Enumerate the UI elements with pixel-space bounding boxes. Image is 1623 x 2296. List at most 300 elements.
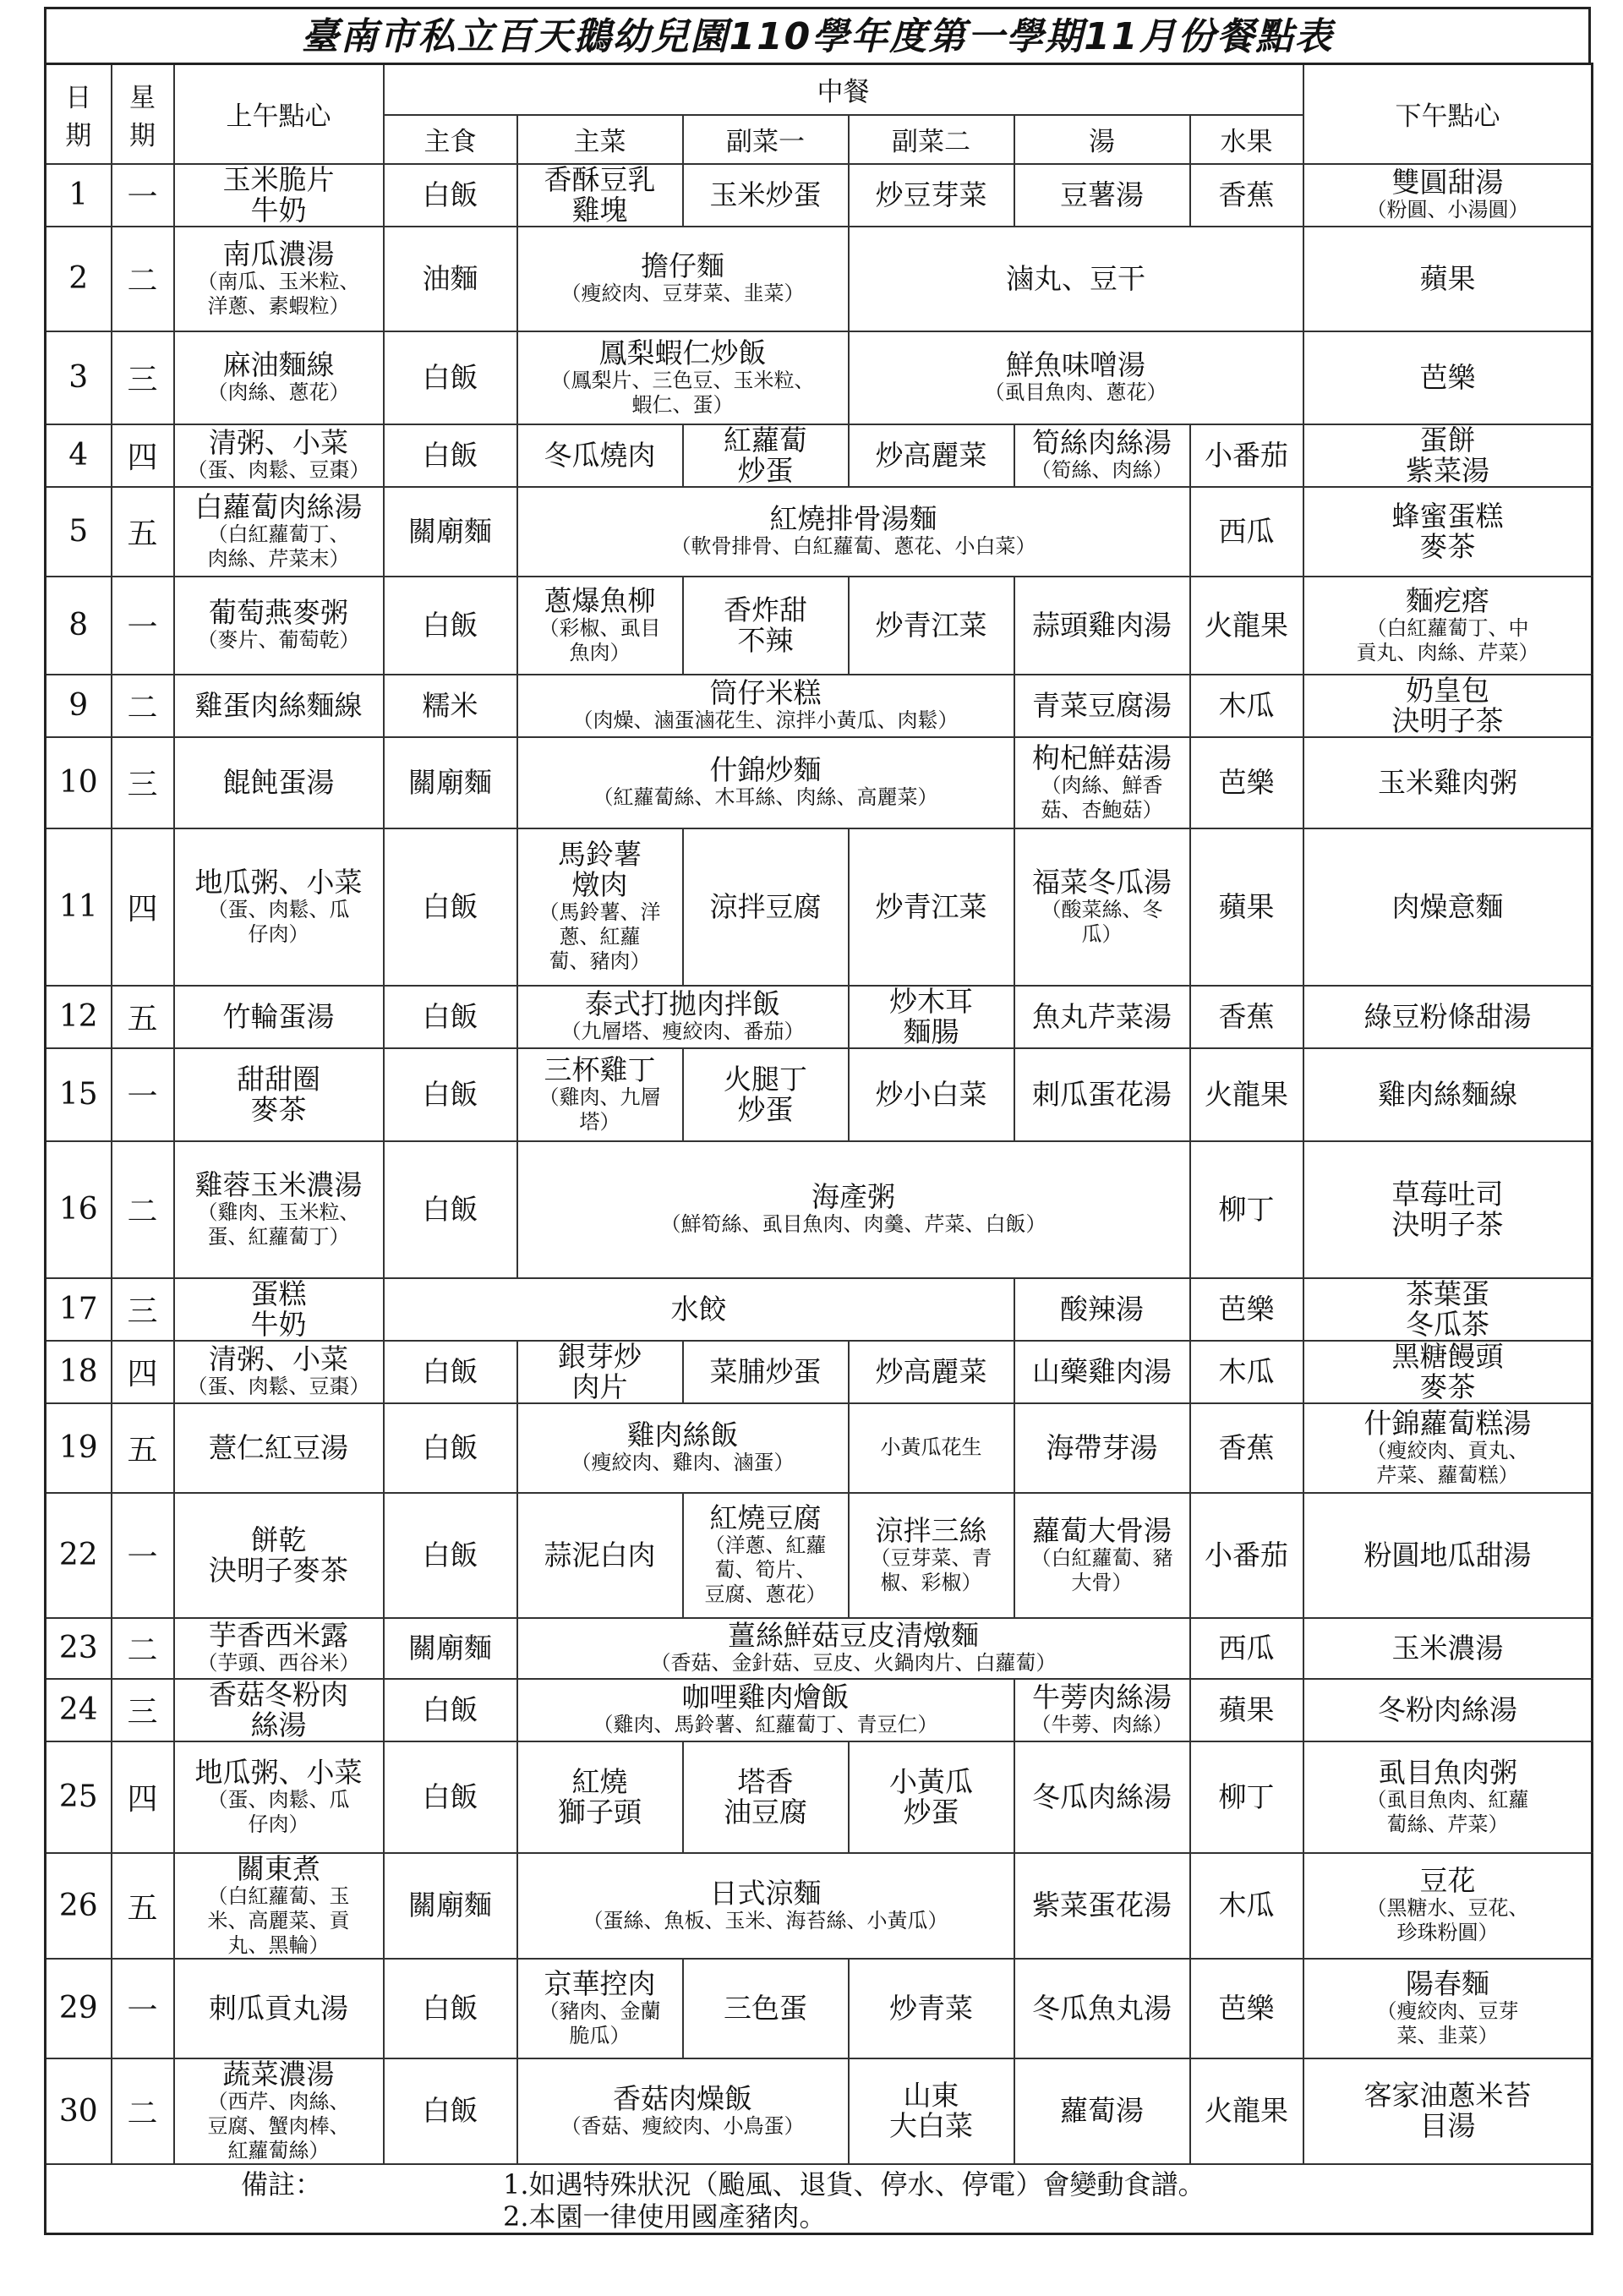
morning-snack-cell bbox=[174, 1141, 384, 1278]
morning-snack-cell-text: 地瓜粥、小菜 bbox=[194, 1755, 363, 1789]
main-dish-cell-text: 肉片 bbox=[571, 1369, 628, 1403]
side-dish-2-cell-text: 麵腸 bbox=[903, 1014, 959, 1048]
soup-cell-detail: 瓜） bbox=[1081, 921, 1123, 946]
afternoon-snack-cell-detail: （白紅蘿蔔丁、中 bbox=[1366, 615, 1529, 640]
table-row bbox=[46, 227, 1593, 331]
afternoon-snack-cell-detail: 芹菜、蘿蔔糕） bbox=[1376, 1462, 1519, 1487]
soup-cell-text: 海帶芽湯 bbox=[1046, 1430, 1158, 1464]
date-cell: 30 bbox=[46, 2058, 112, 2164]
soup-cell bbox=[1014, 577, 1190, 675]
side-merged-cell-text: 滷丸、豆干 bbox=[1006, 261, 1146, 295]
morning-snack-cell-text: 香菇冬粉肉 bbox=[209, 1678, 348, 1711]
morning-snack-cell bbox=[174, 1278, 384, 1341]
side-dish-2-cell bbox=[849, 1341, 1014, 1403]
weekday-cell: 三 bbox=[112, 737, 174, 828]
morning-snack-cell bbox=[174, 1679, 384, 1741]
soup-cell-detail: （酸菜絲、冬 bbox=[1041, 897, 1163, 921]
header-date: 日 期 bbox=[46, 64, 112, 164]
side-dish-2-cell-text: 炒高麗菜 bbox=[875, 1354, 987, 1388]
side-dish-2-cell-text: 大白菜 bbox=[889, 2109, 973, 2142]
table-row bbox=[46, 986, 1593, 1048]
date-cell: 9 bbox=[46, 675, 112, 737]
fruit-cell: 蘋果 bbox=[1190, 828, 1303, 986]
afternoon-snack-cell-text: 茶葉蛋 bbox=[1406, 1277, 1490, 1310]
afternoon-snack-cell bbox=[1303, 986, 1593, 1048]
staple-cell: 關廟麵 bbox=[384, 1853, 517, 1959]
main-dish-cell-detail: （馬鈴薯、洋 bbox=[538, 900, 661, 924]
afternoon-snack-cell-text: 蜂蜜蛋糕 bbox=[1391, 499, 1504, 533]
soup-cell bbox=[1014, 164, 1190, 227]
side-merged-cell-detail: （虱目魚肉、蔥花） bbox=[984, 380, 1167, 404]
side-dish-1-cell-detail: （洋蔥、紅蘿 bbox=[704, 1533, 827, 1557]
afternoon-snack-cell-text: 麥茶 bbox=[1419, 1369, 1476, 1403]
table-row bbox=[46, 1048, 1593, 1141]
morning-snack-cell bbox=[174, 1959, 384, 2058]
afternoon-snack-cell-detail: （瘦絞肉、豆芽 bbox=[1376, 1998, 1519, 2023]
main-dish-cell-text: 蒜泥白肉 bbox=[544, 1538, 656, 1572]
header-side-dish-1: 副菜一 bbox=[683, 115, 849, 164]
main-dish-cell-detail: 蔔、豬肉） bbox=[549, 949, 651, 973]
weekday-cell: 一 bbox=[112, 577, 174, 675]
afternoon-snack-cell-text: 黑糖饅頭 bbox=[1391, 1340, 1504, 1373]
staple-cell: 關廟麵 bbox=[384, 1618, 517, 1679]
staple-cell: 白飯 bbox=[384, 828, 517, 986]
fruit-cell: 香蕉 bbox=[1190, 986, 1303, 1048]
afternoon-snack-cell-text: 粉圓地瓜甜湯 bbox=[1363, 1538, 1532, 1572]
morning-snack-cell-detail: （芋頭、西谷米） bbox=[197, 1651, 360, 1675]
date-cell: 12 bbox=[46, 986, 112, 1048]
lunch-merged-cell bbox=[517, 1679, 1014, 1741]
lunch-merged-cell bbox=[517, 2058, 849, 2164]
notes bbox=[46, 2164, 1593, 2234]
soup-cell-detail: 菇、杏鮑菇） bbox=[1041, 797, 1163, 822]
afternoon-snack-cell-detail: 貢丸、肉絲、芹菜） bbox=[1356, 640, 1539, 664]
lunch-merged-cell-text: 咖哩雞肉燴飯 bbox=[681, 1681, 850, 1714]
side-dish-2-cell-text: 炒青菜 bbox=[889, 1991, 973, 2025]
side-dish-2-cell bbox=[849, 577, 1014, 675]
afternoon-snack-cell bbox=[1303, 828, 1593, 986]
lunch-merged-cell-detail: （瘦絞肉、豆芽菜、韭菜） bbox=[560, 282, 805, 305]
date-cell: 29 bbox=[46, 1959, 112, 2058]
fruit-cell: 西瓜 bbox=[1190, 1618, 1303, 1679]
date-cell: 17 bbox=[46, 1278, 112, 1341]
fruit-cell: 火龍果 bbox=[1190, 1048, 1303, 1141]
weekday-cell: 一 bbox=[112, 1048, 174, 1141]
staple-cell: 糯米 bbox=[384, 675, 517, 737]
morning-snack-cell-detail: （南瓜、玉米粒、 bbox=[197, 269, 360, 293]
soup-cell-text: 枸杞鮮菇湯 bbox=[1032, 741, 1172, 774]
side-dish-2-cell-text: 炒高麗菜 bbox=[875, 438, 987, 472]
side-dish-2-cell bbox=[849, 424, 1014, 487]
side-dish-2-cell bbox=[849, 1959, 1014, 2058]
main-dish-cell-text: 馬鈴薯 bbox=[558, 838, 642, 871]
morning-snack-cell-text: 南瓜濃湯 bbox=[222, 237, 335, 271]
weekday-cell: 五 bbox=[112, 487, 174, 577]
staple-cell: 白飯 bbox=[384, 1141, 517, 1278]
date-cell: 22 bbox=[46, 1493, 112, 1618]
soup-cell bbox=[1014, 737, 1190, 828]
side-dish-2-cell bbox=[849, 828, 1014, 986]
side-dish-2-cell-text: 炒木耳 bbox=[889, 985, 973, 1018]
date-cell: 3 bbox=[46, 331, 112, 424]
main-dish-cell-text: 燉肉 bbox=[571, 868, 628, 901]
main-dish-cell-detail: （彩椒、虱目 bbox=[538, 615, 661, 640]
main-dish-cell-text: 三杯雞丁 bbox=[544, 1052, 656, 1086]
soup-cell bbox=[1014, 1741, 1190, 1853]
header-lunch: 中餐 bbox=[384, 64, 1303, 115]
weekday-cell: 二 bbox=[112, 675, 174, 737]
side-dish-1-cell-text: 炒蛋 bbox=[737, 1092, 794, 1126]
afternoon-snack-cell bbox=[1303, 1679, 1593, 1741]
lunch-merged-cell-text: 香菇肉燥飯 bbox=[613, 2081, 752, 2115]
afternoon-snack-cell-text: 豆花 bbox=[1419, 1864, 1476, 1897]
staple-cell: 白飯 bbox=[384, 1741, 517, 1853]
lunch-merged-cell bbox=[517, 1403, 849, 1493]
menu-table bbox=[44, 63, 1593, 2235]
afternoon-snack-cell-detail: （粉圓、小湯圓） bbox=[1366, 198, 1529, 221]
side-dish-2-cell-text: 涼拌三絲 bbox=[875, 1513, 987, 1547]
soup-cell-detail: 大骨） bbox=[1071, 1570, 1133, 1594]
soup-cell bbox=[1014, 2058, 1190, 2164]
soup-cell bbox=[1014, 828, 1190, 986]
afternoon-snack-cell bbox=[1303, 1853, 1593, 1959]
header-fruit: 水果 bbox=[1190, 115, 1303, 164]
morning-snack-cell-detail: 肉絲、芹菜末） bbox=[207, 546, 350, 571]
table-row bbox=[46, 1679, 1593, 1741]
date-cell: 25 bbox=[46, 1741, 112, 1853]
weekday-cell: 一 bbox=[112, 1493, 174, 1618]
main-dish-cell bbox=[517, 1493, 683, 1618]
morning-snack-cell-text: 雞蓉玉米濃湯 bbox=[194, 1167, 363, 1201]
table-row bbox=[46, 1741, 1593, 1853]
side-dish-1-cell bbox=[683, 164, 849, 227]
morning-snack-cell-text: 竹輪蛋湯 bbox=[222, 999, 335, 1033]
morning-snack-cell-detail: 仔肉） bbox=[248, 1812, 309, 1836]
side-dish-1-cell-text: 炒蛋 bbox=[737, 453, 794, 487]
soup-cell-text: 酸辣湯 bbox=[1060, 1292, 1144, 1326]
header-side-dish-2: 副菜二 bbox=[849, 115, 1014, 164]
side-dish-2-cell-text: 小黃瓜 bbox=[889, 1764, 973, 1798]
side-dish-2-cell-text: 炒蛋 bbox=[903, 1795, 959, 1829]
header-weekday: 星 期 bbox=[112, 64, 174, 164]
staple-cell: 關廟麵 bbox=[384, 487, 517, 577]
lunch-merged-cell-detail: （雞肉、馬鈴薯、紅蘿蔔丁、青豆仁） bbox=[593, 1713, 938, 1736]
morning-snack-cell-text: 麻油麵線 bbox=[222, 348, 335, 381]
table-row bbox=[46, 1141, 1593, 1278]
morning-snack-cell-text: 薏仁紅豆湯 bbox=[209, 1430, 348, 1464]
main-dish-cell bbox=[517, 164, 683, 227]
morning-snack-cell-detail: （白紅蘿蔔、玉 bbox=[207, 1883, 350, 1908]
side-dish-1-cell bbox=[683, 577, 849, 675]
side-dish-2-cell-text: 山東 bbox=[903, 2079, 959, 2112]
fruit-cell: 小番茄 bbox=[1190, 1493, 1303, 1618]
afternoon-snack-cell-detail: 菜、韭菜） bbox=[1396, 2023, 1499, 2047]
side-dish-1-cell bbox=[683, 1493, 849, 1618]
morning-snack-cell-detail: （麥片、葡萄乾） bbox=[197, 628, 360, 652]
date-cell: 23 bbox=[46, 1618, 112, 1679]
weekday-cell: 五 bbox=[112, 1853, 174, 1959]
soup-cell-text: 魚丸芹菜湯 bbox=[1032, 999, 1172, 1033]
morning-snack-cell-detail: （雞肉、玉米粒、 bbox=[197, 1200, 360, 1224]
main-dish-cell-text: 紅燒 bbox=[571, 1764, 628, 1798]
morning-snack-cell bbox=[174, 1493, 384, 1618]
weekday-cell: 四 bbox=[112, 1741, 174, 1853]
table-row bbox=[46, 828, 1593, 986]
afternoon-snack-cell-text: 麵疙瘩 bbox=[1406, 583, 1490, 617]
afternoon-snack-cell-text: 目湯 bbox=[1419, 2109, 1476, 2142]
weekday-cell: 四 bbox=[112, 424, 174, 487]
date-cell: 26 bbox=[46, 1853, 112, 1959]
staple-cell: 白飯 bbox=[384, 577, 517, 675]
side-dish-2-cell-text: 炒青江菜 bbox=[875, 608, 987, 642]
soup-cell-detail: （白紅蘿蔔、豬 bbox=[1030, 1545, 1173, 1570]
fruit-cell: 芭樂 bbox=[1303, 331, 1593, 424]
soup-cell bbox=[1014, 1959, 1190, 2058]
menu-body bbox=[46, 164, 1593, 2164]
morning-snack-cell-text: 牛奶 bbox=[250, 1307, 307, 1341]
morning-snack-cell-text: 牛奶 bbox=[250, 193, 307, 227]
lunch-merged-cell bbox=[517, 1618, 1190, 1679]
afternoon-snack-cell-text: 玉米濃湯 bbox=[1391, 1631, 1504, 1665]
lunch-merged-cell-detail: （香菇、金針菇、豆皮、火鍋肉片、白蘿蔔） bbox=[650, 1651, 1057, 1675]
lunch-merged-cell-detail: （軟骨排骨、白紅蘿蔔、蔥花、小白菜） bbox=[670, 534, 1036, 558]
main-dish-cell bbox=[517, 1048, 683, 1141]
lunch-merged-cell-detail: 蝦仁、蛋） bbox=[631, 392, 734, 417]
side-dish-1-cell bbox=[683, 828, 849, 986]
morning-snack-cell bbox=[174, 2058, 384, 2164]
main-dish-cell-text: 香酥豆乳 bbox=[544, 163, 656, 196]
afternoon-snack-cell-text: 決明子茶 bbox=[1391, 1207, 1504, 1241]
morning-snack-cell-detail: （蛋、肉鬆、瓜 bbox=[207, 1787, 350, 1812]
main-dish-cell bbox=[517, 577, 683, 675]
staple-cell: 白飯 bbox=[384, 1048, 517, 1141]
afternoon-snack-cell-detail: （黑糖水、豆花、 bbox=[1366, 1896, 1529, 1920]
weekday-cell: 二 bbox=[112, 227, 174, 331]
side-dish-1-cell bbox=[683, 1741, 849, 1853]
morning-snack-cell bbox=[174, 1853, 384, 1959]
soup-cell-text: 山藥雞肉湯 bbox=[1032, 1354, 1172, 1388]
afternoon-snack-cell-detail: （虱目魚肉、紅蘿 bbox=[1366, 1787, 1529, 1812]
table-row bbox=[46, 1959, 1593, 2058]
afternoon-snack-cell-text: 冬粉肉絲湯 bbox=[1378, 1692, 1518, 1726]
side-merged-cell bbox=[849, 331, 1303, 424]
lunch-merged-cell-text: 筒仔米糕 bbox=[709, 676, 822, 709]
morning-snack-cell-text: 刺瓜貢丸湯 bbox=[209, 1991, 348, 2025]
lunch-merged-cell-text: 紅燒排骨湯麵 bbox=[769, 502, 937, 535]
main-dish-cell-text: 獅子頭 bbox=[558, 1795, 642, 1829]
weekday-cell: 三 bbox=[112, 331, 174, 424]
note-item: 2.本園一律使用國產豬肉。 bbox=[503, 2200, 827, 2233]
table-row bbox=[46, 487, 1593, 577]
fruit-cell: 柳丁 bbox=[1190, 1141, 1303, 1278]
soup-cell-detail: （牛蒡、肉絲） bbox=[1030, 1713, 1173, 1736]
morning-snack-cell-text: 關東煮 bbox=[237, 1852, 320, 1885]
afternoon-snack-cell bbox=[1303, 2058, 1593, 2164]
afternoon-snack-cell bbox=[1303, 1959, 1593, 2058]
side-dish-1-cell-text: 紅蘿蔔 bbox=[724, 424, 807, 456]
side-dish-2-cell-text: 炒豆芽菜 bbox=[875, 178, 987, 211]
morning-snack-cell-text: 地瓜粥、小菜 bbox=[194, 865, 363, 899]
staple-cell: 白飯 bbox=[384, 1959, 517, 2058]
weekday-cell: 三 bbox=[112, 1679, 174, 1741]
fruit-cell: 木瓜 bbox=[1190, 1853, 1303, 1959]
side-merged-cell-text: 鮮魚味噌湯 bbox=[1006, 348, 1146, 381]
table-row bbox=[46, 164, 1593, 227]
main-dish-cell bbox=[517, 828, 683, 986]
fruit-cell: 木瓜 bbox=[1190, 675, 1303, 737]
side-dish-2-cell bbox=[849, 2058, 1014, 2164]
morning-snack-cell bbox=[174, 424, 384, 487]
lunch-merged-cell bbox=[517, 1853, 1014, 1959]
lunch-merged-cell-detail: （鮮筍絲、虱目魚肉、肉羹、芹菜、白飯） bbox=[660, 1212, 1046, 1236]
main-dish-cell-text: 銀芽炒 bbox=[558, 1340, 642, 1373]
weekday-cell: 二 bbox=[112, 1141, 174, 1278]
staple-cell: 關廟麵 bbox=[384, 737, 517, 828]
weekday-cell: 四 bbox=[112, 1341, 174, 1403]
afternoon-snack-cell-text: 麥茶 bbox=[1419, 529, 1476, 563]
fruit-cell: 火龍果 bbox=[1190, 577, 1303, 675]
fruit-cell: 芭樂 bbox=[1190, 737, 1303, 828]
morning-snack-cell bbox=[174, 227, 384, 331]
header-main-dish: 主菜 bbox=[517, 115, 683, 164]
lunch-merged-cell-text: 什錦炒麵 bbox=[709, 753, 822, 786]
afternoon-snack-cell-text: 客家油蔥米苔 bbox=[1363, 2079, 1532, 2112]
side-dish-1-cell-text: 火腿丁 bbox=[724, 1062, 807, 1096]
afternoon-snack-cell-text: 冬瓜茶 bbox=[1406, 1307, 1490, 1341]
side-dish-2-cell bbox=[849, 1741, 1014, 1853]
morning-snack-cell bbox=[174, 1741, 384, 1853]
fruit-cell: 香蕉 bbox=[1190, 164, 1303, 227]
afternoon-snack-cell-text: 紫菜湯 bbox=[1406, 453, 1490, 487]
weekday-cell: 一 bbox=[112, 164, 174, 227]
lunch-merged-cell-text: 鳳梨蝦仁炒飯 bbox=[598, 336, 767, 369]
table-row bbox=[46, 1853, 1593, 1959]
lunch-merged-cell-detail: （香菇、瘦絞肉、小鳥蛋） bbox=[560, 2113, 805, 2138]
side-dish-2-cell-text: 炒青江菜 bbox=[875, 889, 987, 923]
side-dish-1-cell-text: 紅燒豆腐 bbox=[709, 1501, 822, 1534]
weekday-cell: 二 bbox=[112, 1618, 174, 1679]
table-row bbox=[46, 737, 1593, 828]
table-row bbox=[46, 675, 1593, 737]
lunch-merged-cell bbox=[384, 1278, 1014, 1341]
soup-cell-text: 豆薯湯 bbox=[1060, 178, 1144, 211]
morning-snack-cell-detail: 豆腐、蟹肉棒、 bbox=[207, 2113, 350, 2138]
afternoon-snack-cell bbox=[1303, 1618, 1593, 1679]
date-cell: 10 bbox=[46, 737, 112, 828]
soup-cell-text: 牛蒡肉絲湯 bbox=[1032, 1681, 1172, 1714]
main-dish-cell bbox=[517, 424, 683, 487]
morning-snack-cell-text: 餅乾 bbox=[250, 1522, 307, 1556]
morning-snack-cell-detail: 米、高麗菜、貢 bbox=[207, 1908, 350, 1932]
soup-cell bbox=[1014, 1493, 1190, 1618]
morning-snack-cell-text: 絲湯 bbox=[250, 1708, 307, 1741]
afternoon-snack-cell-text: 綠豆粉條甜湯 bbox=[1363, 999, 1532, 1033]
staple-cell: 白飯 bbox=[384, 1493, 517, 1618]
main-dish-cell bbox=[517, 1741, 683, 1853]
date-cell: 2 bbox=[46, 227, 112, 331]
fruit-cell: 芭樂 bbox=[1190, 1959, 1303, 2058]
soup-cell bbox=[1014, 1853, 1190, 1959]
side-dish-2-cell bbox=[849, 1403, 1014, 1493]
fruit-cell: 小番茄 bbox=[1190, 424, 1303, 487]
soup-cell-text: 筍絲肉絲湯 bbox=[1032, 426, 1172, 459]
table-row bbox=[46, 1278, 1593, 1341]
side-dish-1-cell-detail: 豆腐、蔥花） bbox=[704, 1583, 827, 1606]
lunch-merged-cell-text: 日式涼麵 bbox=[709, 1876, 822, 1910]
table-row bbox=[46, 1341, 1593, 1403]
morning-snack-cell-text: 玉米脆片 bbox=[222, 163, 335, 196]
main-dish-cell-detail: 塔） bbox=[579, 1109, 620, 1134]
soup-cell bbox=[1014, 675, 1190, 737]
morning-snack-cell bbox=[174, 737, 384, 828]
lunch-merged-cell bbox=[517, 1141, 1190, 1278]
morning-snack-cell-detail: （蛋、肉鬆、豆棗） bbox=[187, 458, 370, 482]
side-dish-1-cell-text: 不辣 bbox=[737, 623, 794, 657]
date-cell: 4 bbox=[46, 424, 112, 487]
date-cell: 18 bbox=[46, 1341, 112, 1403]
morning-snack-cell-detail: 洋蔥、素蝦粒） bbox=[207, 293, 350, 318]
afternoon-snack-cell-text: 蛋餅 bbox=[1419, 424, 1476, 456]
lunch-merged-cell-detail: （紅蘿蔔絲、木耳絲、肉絲、高麗菜） bbox=[593, 785, 938, 809]
afternoon-snack-cell-detail: 珍珠粉圓） bbox=[1396, 1921, 1499, 1944]
side-dish-1-cell-text: 香炸甜 bbox=[724, 593, 807, 626]
date-cell: 15 bbox=[46, 1048, 112, 1141]
afternoon-snack-cell bbox=[1303, 1048, 1593, 1141]
staple-cell: 白飯 bbox=[384, 1679, 517, 1741]
staple-cell: 白飯 bbox=[384, 424, 517, 487]
side-dish-2-cell bbox=[849, 1048, 1014, 1141]
morning-snack-cell-text: 白蘿蔔肉絲湯 bbox=[194, 489, 363, 523]
soup-cell-text: 冬瓜魚丸湯 bbox=[1032, 1991, 1172, 2025]
staple-cell: 白飯 bbox=[384, 1403, 517, 1493]
fruit-cell: 木瓜 bbox=[1190, 1341, 1303, 1403]
afternoon-snack-cell bbox=[1303, 164, 1593, 227]
afternoon-snack-cell bbox=[1303, 424, 1593, 487]
lunch-merged-cell-detail: （瘦絞肉、雞肉、滷蛋） bbox=[571, 1451, 795, 1474]
soup-cell-text: 刺瓜蛋花湯 bbox=[1032, 1077, 1172, 1111]
morning-snack-cell-detail: （白紅蘿蔔丁、 bbox=[207, 522, 350, 546]
afternoon-snack-cell bbox=[1303, 1741, 1593, 1853]
morning-snack-cell-detail: （西芹、肉絲、 bbox=[207, 2089, 350, 2113]
table-row bbox=[46, 1493, 1593, 1618]
soup-cell-detail: （肉絲、鮮香 bbox=[1041, 773, 1163, 797]
afternoon-snack-cell bbox=[1303, 1341, 1593, 1403]
side-dish-1-cell bbox=[683, 1048, 849, 1141]
afternoon-snack-cell-text: 肉燥意麵 bbox=[1391, 889, 1504, 923]
afternoon-snack-cell bbox=[1303, 1141, 1593, 1278]
table-row bbox=[46, 424, 1593, 487]
soup-cell bbox=[1014, 1403, 1190, 1493]
weekday-cell: 一 bbox=[112, 1959, 174, 2058]
morning-snack-cell bbox=[174, 1048, 384, 1141]
soup-cell-text: 蘿蔔大骨湯 bbox=[1032, 1513, 1172, 1547]
main-dish-cell bbox=[517, 1959, 683, 2058]
lunch-merged-cell bbox=[517, 986, 849, 1048]
morning-snack-cell-detail: 仔肉） bbox=[248, 921, 309, 946]
note-item: 1.如遇特殊狀況（颱風、退貨、停水、停電）會變動食譜。 bbox=[503, 2168, 1205, 2200]
staple-cell: 白飯 bbox=[384, 331, 517, 424]
date-cell: 24 bbox=[46, 1679, 112, 1741]
main-dish-cell-detail: 脆瓜） bbox=[569, 2023, 631, 2047]
morning-snack-cell-text: 清粥、小菜 bbox=[209, 1342, 348, 1375]
morning-snack-cell-text: 芋香西米露 bbox=[209, 1619, 348, 1652]
soup-cell bbox=[1014, 986, 1190, 1048]
side-dish-2-cell bbox=[849, 986, 1014, 1048]
morning-snack-cell-text: 蛋糕 bbox=[250, 1277, 307, 1310]
staple-cell: 白飯 bbox=[384, 986, 517, 1048]
morning-snack-cell bbox=[174, 487, 384, 577]
afternoon-snack-cell-text: 決明子茶 bbox=[1391, 703, 1504, 737]
